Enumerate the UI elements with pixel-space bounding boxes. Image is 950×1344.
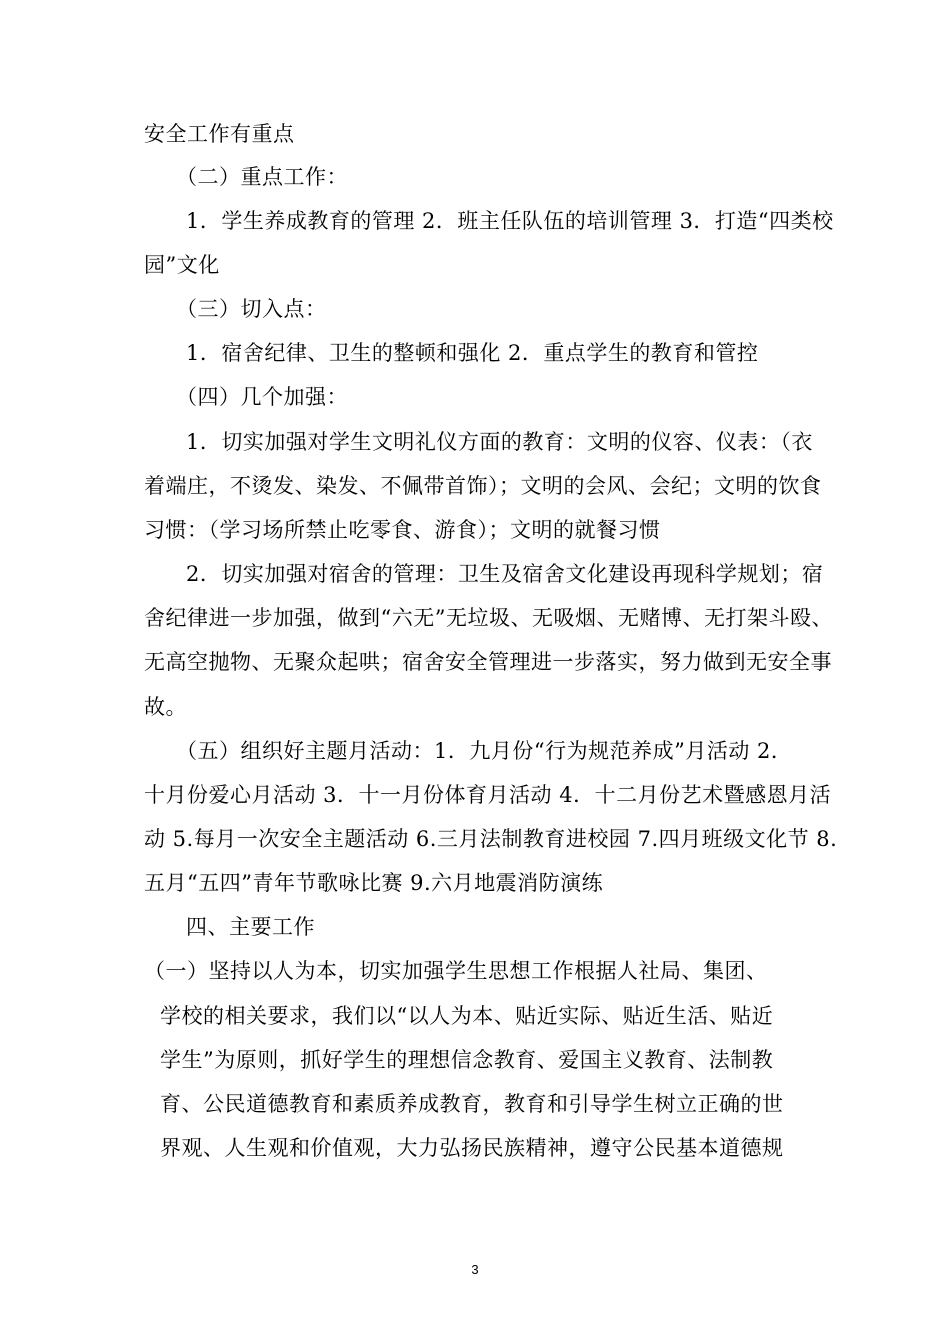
- text-line: 习惯：（学习场所禁止吃零食、游食）；文明的就餐习惯: [144, 518, 661, 542]
- text-line: 无高空抛物、无聚众起哄；宿舍安全管理进一步落实，努力做到无安全事: [144, 650, 832, 674]
- text-line: 学校的相关要求，我们以“以人为本、贴近实际、贴近生活、贴近: [160, 1004, 774, 1028]
- text-line: 园”文化: [144, 253, 220, 277]
- section-heading: （四）几个加强：: [176, 385, 348, 409]
- section-heading: 四、主要工作: [186, 915, 315, 939]
- section-heading: （五）组织好主题月活动：1．九月份“行为规范养成”月活动 2．: [176, 739, 793, 763]
- text-line: 2．切实加强对宿舍的管理：卫生及宿舍文化建设再现科学规划；宿: [186, 562, 824, 586]
- text-line: 动 5.每月一次安全主题活动 6.三月法制教育进校园 7.四月班级文化节 8.: [144, 827, 838, 851]
- text-line: 育、公民道德教育和素质养成教育，教育和引导学生树立正确的世: [160, 1092, 784, 1116]
- text-line: 着端庄，不烫发、染发、不佩带首饰）；文明的会风、会纪；文明的饮食: [144, 474, 822, 498]
- text-line: 1．宿舍纪律、卫生的整顿和强化 2．重点学生的教育和管控: [186, 341, 759, 365]
- text-line: 五月“五四”青年节歌咏比赛 9.六月地震消防演练: [144, 871, 604, 895]
- page-number: 3: [471, 1262, 479, 1277]
- text-line: 界观、人生观和价值观，大力弘扬民族精神，遵守公民基本道德规: [160, 1136, 784, 1160]
- text-line: 学生”为原则，抓好学生的理想信念教育、爱国主义教育、法制教: [160, 1048, 774, 1072]
- text-line: 安全工作有重点: [144, 122, 295, 146]
- section-heading: （一）坚持以人为本，切实加强学生思想工作根据人社局、集团、: [144, 959, 768, 983]
- text-line: 故。: [144, 695, 187, 719]
- text-line: 舍纪律进一步加强，做到“六无”无垃圾、无吸烟、无赌博、无打架斗殴、: [144, 606, 833, 630]
- text-line: 1．切实加强对学生文明礼仪方面的教育：文明的仪容、仪表：（衣: [186, 430, 813, 454]
- section-heading: （三）切入点：: [176, 297, 327, 321]
- text-line: 十月份爱心月活动 3．十一月份体育月活动 4．十二月份艺术暨感恩月活: [144, 783, 832, 807]
- text-line: 1．学生养成教育的管理 2．班主任队伍的培训管理 3．打造“四类校: [186, 209, 834, 233]
- section-heading: （二）重点工作：: [176, 165, 348, 189]
